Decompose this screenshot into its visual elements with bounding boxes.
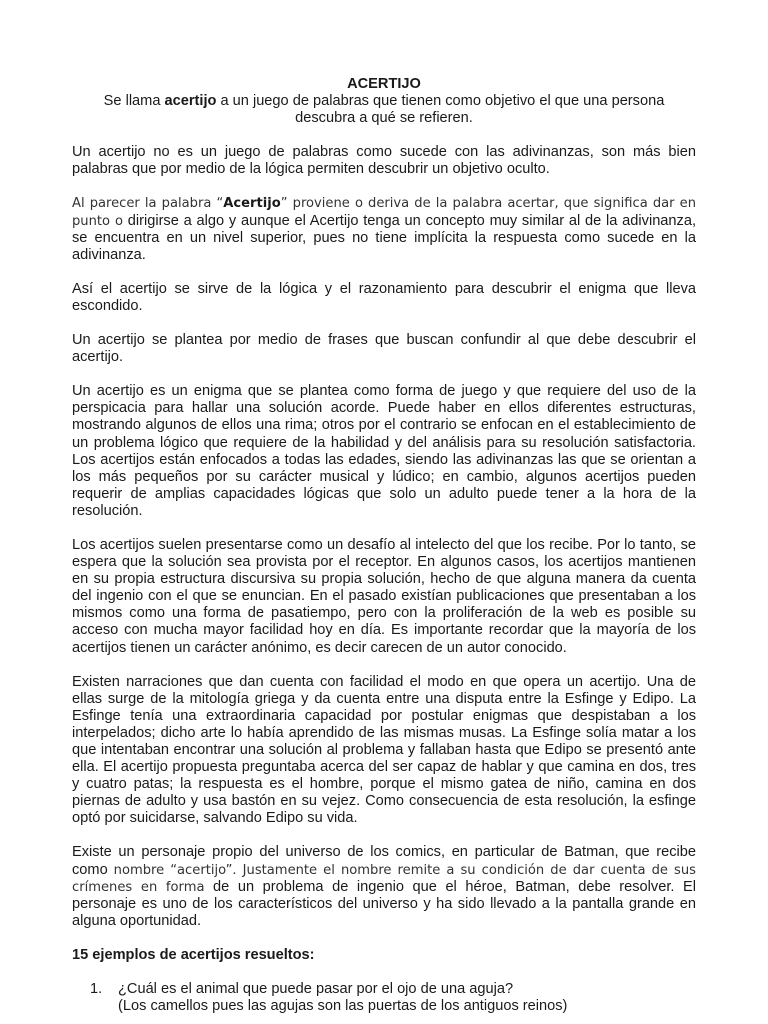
- list-item-question: ¿Cuál es el animal que puede pasar por el ojo de una aguja?: [118, 981, 514, 998]
- list-item-body: [118, 981, 696, 1015]
- paragraph-1: Un acertijo no es un juego de palabras como sucede con las adivinanzas, son más bien palabras que por medio de la lógica permiten descubrir un objetivo oculto.: [72, 144, 696, 178]
- list-item: [72, 981, 696, 1015]
- paragraph-2-part3: dirigirse a algo y aunque el Acertijo tenga un concepto muy similar al de la adivinanza, se encuentra en un nivel superior, pues no tiene implícita la respuesta como sucede en la adivinanza.: [72, 212, 697, 263]
- paragraph-8-part1: Existe un personaje propio del universo de los comics, en particular de Batman, que recibe como: [72, 844, 696, 878]
- list-item-number: 1.: [90, 981, 103, 998]
- document-page: [72, 76, 696, 1015]
- document-title: ACERTIJO: [347, 76, 421, 92]
- paragraph-4: Un acertijo se plantea por medio de frases que buscan confundir al que debe descubrir el acertijo.: [72, 332, 696, 366]
- intro-paragraph: [72, 93, 696, 127]
- intro-text-start: Se llama: [103, 93, 165, 110]
- paragraph-8: [72, 844, 696, 929]
- paragraph-5: Un acertijo es un enigma que se plantea como forma de juego y que requiere del uso de la perspicacia para hallar una solución acorde. Puede haber en ellos diferentes estructuras, mostrando algunos de ellos una rima; otros por el contrario se enfocan en el establecimiento de un problema lógico que requiere de la habilidad y del análisis para su resolución satisfactoria. Los acertijos están enfocados a todas las edades, siendo las adivinanzas las que se orientan a los más pequeños por su carácter musical y lúdico; en cambio, algunos acertijos pueden requerir de amplias capacidades lógicas que solo un adulto puede tener a la hora de la resolución.: [72, 383, 696, 519]
- paragraph-6: Los acertijos suelen presentarse como un desafío al intelecto del que los recibe. Por lo tanto, se espera que la solución sea provista por el receptor. En algunos casos, los acertijos mantienen en su propia estructura discursiva su propia solución, hecho de que alguna manera da cuenta del ingenio con el que se enuncian. En el pasado existían publicaciones que presentaban a los mismos como una forma de pasatiempo, pero con la proliferación de la web es posible su acceso con mucha mayor facilidad hoy en día. Es importante recordar que la mayoría de los acertijos tienen un carácter anónimo, es decir carecen de un autor conocido.: [72, 536, 696, 656]
- paragraph-2-part1: Al parecer la palabra “: [72, 196, 224, 212]
- paragraph-7: Existen narraciones que dan cuenta con facilidad el modo en que opera un acertijo. Una de ellas surge de la mitología griega y da cuenta entre una disputa entre la Esfinge y Edipo. La Esfinge tenía una extraordinaria capacidad por postular enigmas que despistaban a los interpelados; dicho arte lo había aprendido de las mismas musas. La Esfinge solía matar a los que intentaban encontrar una solución al problema y fallaban hasta que Edipo se presentó ante ella. El acertijo propuesta preguntaba acerca del ser capaz de hablar y que camina en dos, tres y cuatro patas; la respuesta es el hombre, porque el mismo gatea de niño, camina en dos piernas de adulto y usa bastón en su vejez. Como consecuencia de esta resolución, la esfinge optó por suicidarse, salvando Edipo su vida.: [72, 673, 696, 827]
- paragraph-8-part3: de un problema de ingenio que el héroe, Batman, debe resolver. El personaje es uno de los característicos del universo y ha sido llevado a la pantalla grande en alguna oportunidad.: [72, 878, 696, 929]
- paragraph-8-part2: nombre “acertijo”. Justamente el nombre remite a su condición de dar cuenta de sus crímenes en forma: [72, 862, 696, 895]
- intro-text-end: a un juego de palabras que tienen como objetivo el que una persona descubra a qué se refieren.: [216, 93, 665, 127]
- paragraph-2-bold-term: Acertijo: [223, 196, 281, 212]
- section-heading: 15 ejemplos de acertijos resueltos:: [72, 946, 315, 963]
- paragraph-2-part2: ” proviene o deriva de la palabra acertar, que significa dar en punto o: [72, 196, 697, 229]
- list-item-answer: (Los camellos pues las agujas son las puertas de los antiguos reinos): [118, 998, 568, 1015]
- intro-bold-term: acertijo: [164, 93, 217, 110]
- paragraph-2: [72, 195, 696, 263]
- paragraph-3: Así el acertijo se sirve de la lógica y el razonamiento para descubrir el enigma que lleva escondido.: [72, 280, 696, 314]
- examples-list: [72, 981, 696, 1015]
